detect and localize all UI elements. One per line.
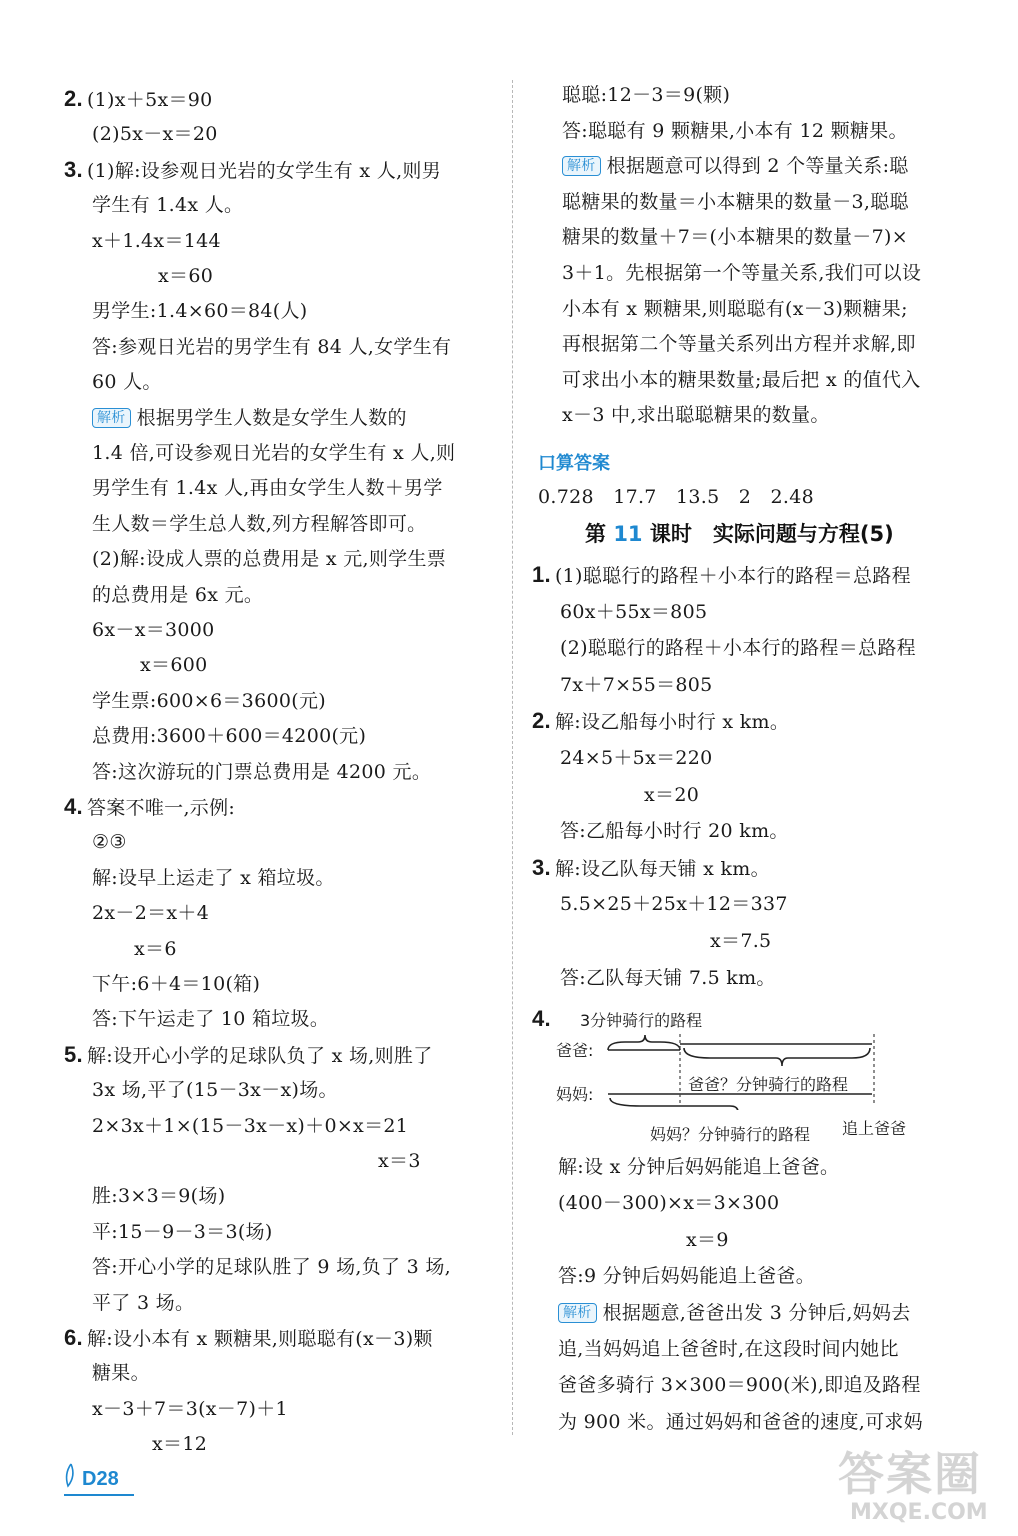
brace-3min [608,1035,680,1050]
problem-number: 5. [64,1041,83,1067]
text-line [560,818,789,844]
text-line [92,121,218,147]
line-text: (2)解:设成人票的总费用是 x 元,则学生票 [92,548,447,571]
text-line [560,965,776,991]
line-text: (2)5x－x＝20 [92,123,218,146]
problem-number: 6. [64,1325,83,1350]
lesson-pre: 第 [585,522,606,546]
text-line [562,367,921,393]
kousuan-heading: 口算答案 [538,453,610,474]
text-line [92,405,407,431]
brace-dad [684,1048,870,1066]
text-line [532,855,770,882]
line-text: (400－300)×x＝3×300 [558,1192,780,1215]
text-line [558,1190,779,1216]
text-line [92,1113,408,1139]
text-line [92,440,455,466]
text-line [64,157,441,184]
watermark-url: MXQE.COM [850,1500,988,1525]
page-number: D28 [82,1468,119,1490]
diagram-mom-distance: 妈妈？分钟骑行的路程 [650,1125,811,1144]
line-text: 60x＋55x＝805 [560,600,708,623]
text-line [92,228,221,254]
text-line [92,298,308,324]
text-line [64,1042,433,1069]
line-text: 解:设开心小学的足球队负了 x 场,则胜了 [86,1044,433,1067]
text-line [92,865,335,891]
diagram-dad-distance: 爸爸？分钟骑行的路程 [688,1075,849,1094]
leaf-icon [62,1462,80,1492]
line-text: 解:设早上运走了 x 箱垃圾。 [92,866,335,889]
line-text: x＝6 [134,937,177,960]
text-line [92,1006,329,1032]
text-line [92,971,260,997]
text-line [562,296,908,322]
line-text: (2)聪聪行的路程＋小本行的路程＝总路程 [560,637,916,660]
text-line [558,1372,921,1398]
line-text: 答:乙船每小时行 20 km。 [560,820,789,843]
problem-number: 2. [64,86,83,111]
line-text: 解:设 x 分钟后妈妈能追上爸爸。 [558,1156,840,1178]
line-text: 根据题意可以得到 2 个等量关系:聪 [606,155,909,178]
text-line [92,1360,150,1386]
text-line [560,672,713,698]
line-text: x＝20 [644,783,700,806]
line-text: 下午:6＋4＝10(箱) [92,973,261,995]
line-text: 男学生有 1.4x 人,再由女学生人数＋男学 [92,477,443,500]
text-line [92,688,326,714]
text-line [92,1396,288,1422]
line-text: 再根据第二个等量关系列出方程并求解,即 [562,333,916,356]
text-line [92,900,209,926]
diagram-top-label: 3分钟骑行的路程 [580,1011,703,1030]
text-line [92,511,426,537]
line-text: x＝12 [152,1433,208,1456]
line-text: (1)解:设参观日光岩的女学生有 x 人,则男 [86,159,442,182]
line-text: x＋1.4x＝144 [92,229,221,252]
text-line [644,782,699,808]
text-line [92,192,243,218]
problem-number: 2. [532,708,551,734]
line-text: 答:乙队每天铺 7.5 km。 [560,966,776,989]
line-text: 生人数＝学生总人数,列方程解答即可。 [92,512,427,535]
kousuan-answers: 0.728 17.7 13.5 2 2.48 [538,486,814,508]
text-line [92,759,431,785]
line-text: x＝3 [378,1150,421,1172]
line-text: 3＋1。先根据第一个等量关系,我们可以设 [562,262,922,284]
column-divider [512,80,513,1435]
lesson-title [585,520,894,548]
text-line [562,82,730,108]
problem-number: 1. [532,562,551,587]
text-line [92,723,366,749]
text-line [134,936,177,962]
line-text: (1)聪聪行的路程＋小本行的路程＝总路程 [554,565,911,587]
text-line [560,745,713,771]
line-text: 解:设乙队每天铺 x km。 [554,857,770,880]
problem-number: 3. [64,156,83,182]
text-line [158,263,213,289]
text-line [64,794,235,821]
text-line [92,334,451,360]
line-text: 总费用:3600＋600＝4200(元) [92,725,367,748]
line-text: 根据男学生人数是女学生人数的 [136,406,407,429]
line-text: 24×5＋5x＝220 [560,747,713,769]
text-line [92,475,443,501]
line-text: 追,当妈妈追上爸爸时,在这段时间内她比 [558,1338,899,1360]
line-text: x－3＋7＝3(x－7)＋1 [92,1397,288,1420]
line-text: ②③ [92,831,127,854]
line-text: 答:开心小学的足球队胜了 9 场,负了 3 场, [92,1256,452,1279]
line-text: 聪糖果的数量＝小本糖果的数量－3,聪聪 [562,190,909,213]
line-text: 6x－x＝3000 [92,619,215,641]
analysis-tag: 解析 [558,1303,597,1323]
diagram-mom-label: 妈妈: [556,1085,594,1104]
line-text: 答:聪聪有 9 颗糖果,小本有 12 颗糖果。 [562,119,908,142]
text-line [558,1263,815,1289]
text-line [92,1183,225,1209]
line-text: 爸爸多骑行 3×300＝900(米),即追及路程 [558,1374,921,1397]
text-line [558,1154,839,1180]
line-text: 男学生:1.4×60＝84(人) [92,300,308,323]
analysis-tag: 解析 [562,156,601,176]
text-line [92,617,215,643]
text-line [686,1227,729,1253]
text-line [92,829,127,855]
text-line [562,153,909,179]
line-text: x＝60 [158,265,214,287]
text-line [562,260,921,286]
text-line [92,546,446,572]
line-text: 学生有 1.4x 人。 [92,194,244,217]
watermark-logo: 答案圈 [838,1447,982,1501]
diagram-dad-label: 爸爸: [556,1041,594,1060]
text-line [532,708,789,735]
text-line [92,1254,451,1280]
text-line [92,582,263,608]
lesson-post: 课时 实际问题与方程(5) [649,522,894,546]
line-text: 的总费用是 6x 元。 [92,583,264,606]
line-text: 答:下午运走了 10 箱垃圾。 [92,1008,330,1031]
text-line [562,402,830,428]
line-text: 解:设小本有 x 颗糖果,则聪聪有(x－3)颗 [86,1328,433,1350]
line-text: 3x 场,平了(15－3x－x)场。 [92,1079,338,1102]
line-text: x＝600 [140,654,208,677]
text-line [378,1148,421,1174]
text-line [562,189,909,215]
text-line [558,1300,911,1326]
line-text: 60 人。 [92,371,162,394]
brace-mom [610,1098,738,1110]
text-line [560,599,707,625]
line-text: 答:这次游玩的门票总费用是 4200 元。 [92,760,432,783]
line-text: 平了 3 场。 [92,1291,195,1314]
analysis-tag: 解析 [92,408,131,428]
line-text: (1)x＋5x＝90 [86,89,213,111]
line-text: x－3 中,求出聪聪糖果的数量。 [562,404,830,427]
text-line [710,928,771,954]
line-text: 解:设乙船每小时行 x km。 [554,711,790,734]
text-line [562,118,908,144]
line-text: 答:参观日光岩的男学生有 84 人,女学生有 [92,335,452,358]
text-line [92,369,162,395]
text-line [532,562,911,589]
line-text: x＝7.5 [710,930,772,952]
line-text: 胜:3×3＝9(场) [92,1185,226,1208]
line-text: 根据题意,爸爸出发 3 分钟后,妈妈去 [602,1301,911,1324]
line-text: x＝9 [686,1228,729,1251]
problem-number: 4. [64,794,83,819]
line-text: 糖果。 [92,1362,150,1385]
line-text: 2×3x＋1×(15－3x－x)＋0×x＝21 [92,1114,409,1137]
text-line [560,891,788,917]
problem-number: 4. [532,1006,551,1031]
line-text: 学生票:600×6＝3600(元) [92,689,326,712]
line-text: 5.5×25＋25x＋12＝337 [560,893,788,916]
line-text: 7x＋7×55＝805 [560,673,713,696]
lesson-number: 11 [613,522,643,546]
line-text: 平:15－9－3＝3(场) [92,1220,273,1243]
line-text: 可求出小本的糖果数量;最后把 x 的值代入 [562,368,921,391]
line-text: 为 900 米。通过妈妈和爸爸的速度,可求妈 [558,1410,923,1433]
diagram-lines [600,1030,890,1110]
problem-number: 3. [532,854,551,880]
line-text: 2x－2＝x＋4 [92,902,210,925]
diagram-catch-label: 追上爸爸 [842,1119,907,1138]
text-line [562,224,908,250]
text-line [558,1336,899,1362]
text-line [152,1431,207,1457]
text-line [562,331,916,357]
page-number-underline [64,1494,134,1496]
text-line [140,652,207,678]
line-text: 答案不唯一,示例: [86,797,236,819]
text-line [64,86,213,113]
line-text: 答:9 分钟后妈妈能追上爸爸。 [558,1265,816,1288]
line-text: 小本有 x 颗糖果,则聪聪有(x－3)颗糖果; [562,297,908,320]
line-text: 聪聪:12－3＝9(颗) [562,84,731,106]
text-line [560,635,916,661]
text-line [92,1077,338,1103]
text-line [64,1325,433,1352]
text-line [92,1290,194,1316]
text-line [558,1409,923,1435]
line-text: 1.4 倍,可设参观日光岩的女学生有 x 人,则 [92,442,456,464]
line-text: 糖果的数量＋7＝(小本糖果的数量－7)× [562,226,908,249]
text-line [92,1219,273,1245]
